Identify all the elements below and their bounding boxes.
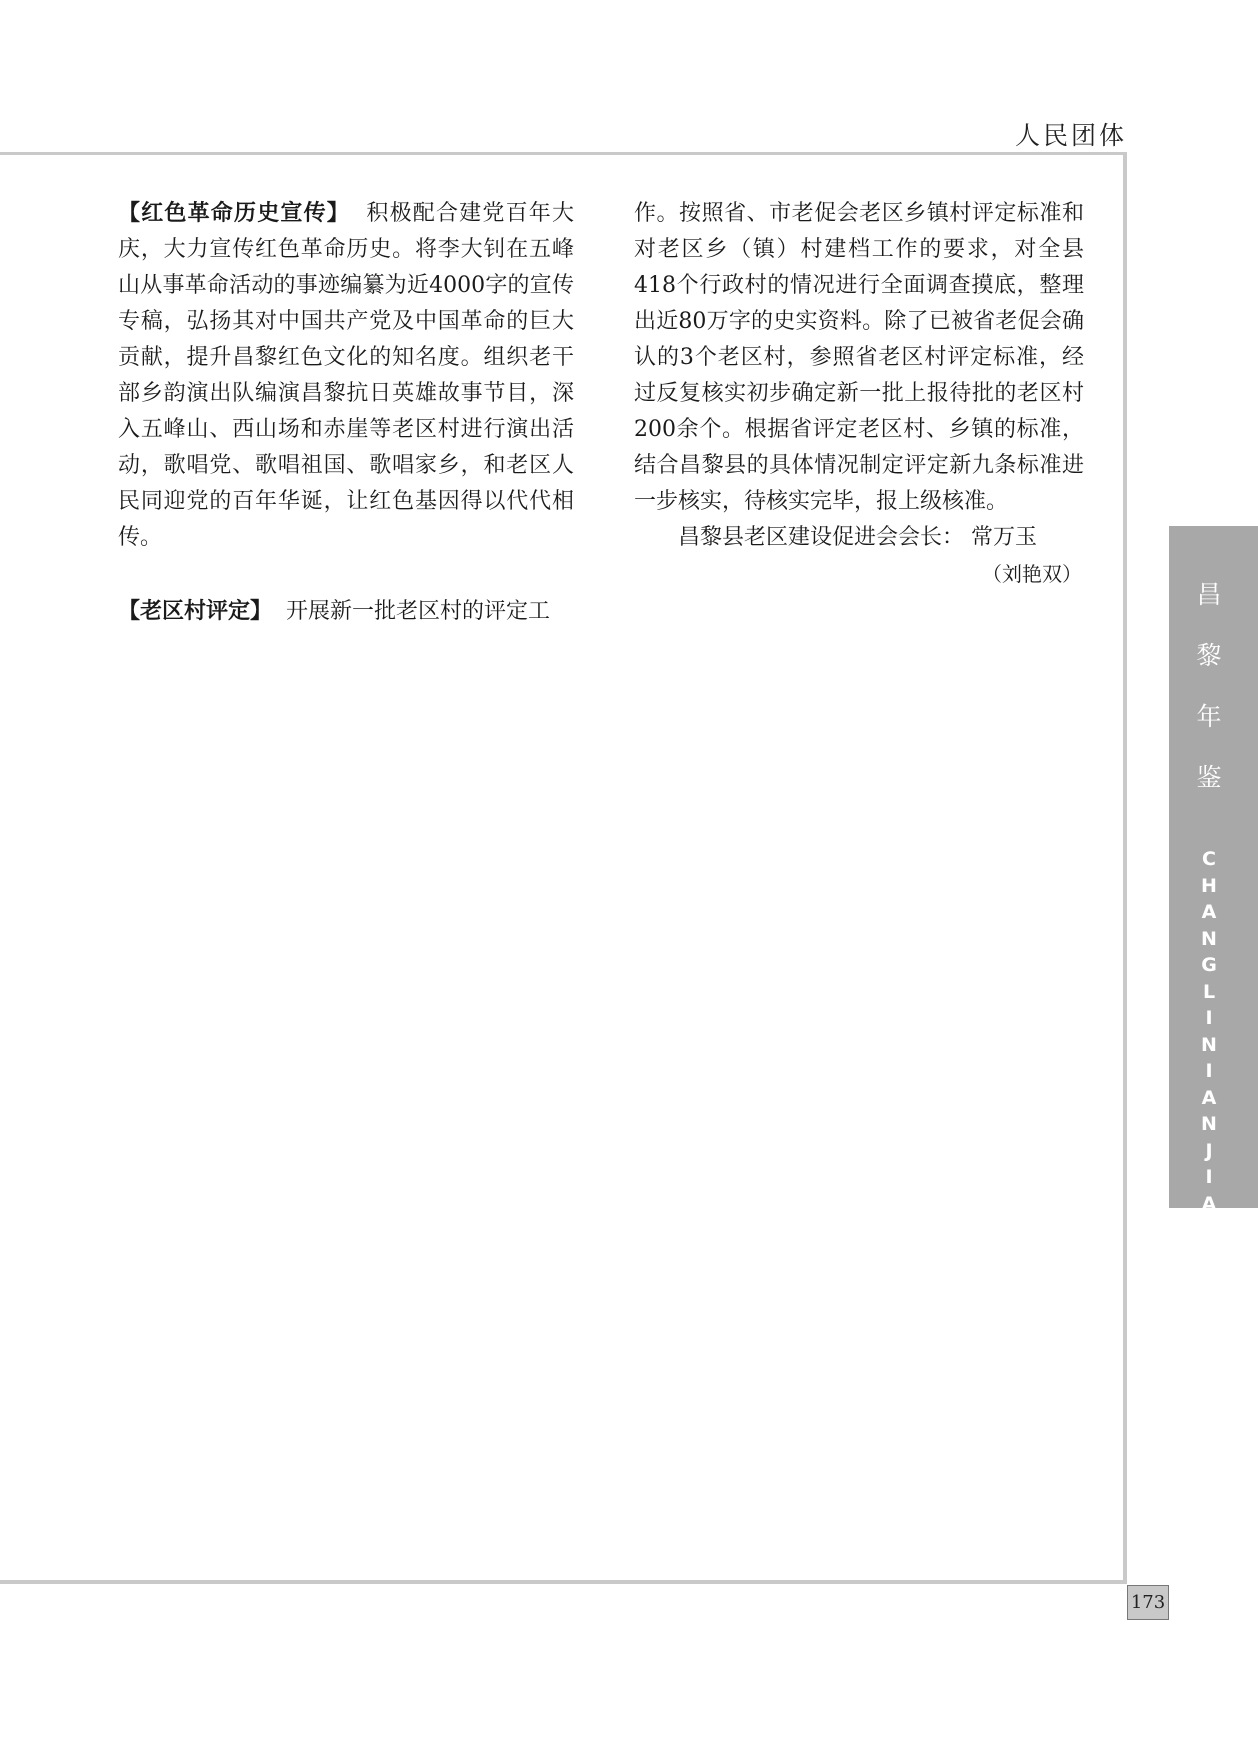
side-char: 鉴: [1196, 763, 1222, 792]
author-credit: （刘艳双）: [982, 562, 1082, 586]
side-letter: I: [1205, 1007, 1213, 1029]
heading-red-history: 【红色革命历史宣传】: [118, 201, 350, 226]
side-letter: N: [1201, 1033, 1217, 1056]
paragraph-red-history: [118, 196, 574, 556]
side-letter: G: [1201, 954, 1217, 976]
body-old-area-village-start: 开展新一批老区村的评定工: [286, 599, 551, 624]
signature-line: 昌黎县老区建设促进会会长： 常万玉: [678, 525, 1037, 550]
side-letter: I: [1205, 1166, 1213, 1188]
side-letter: C: [1202, 848, 1216, 870]
side-letter: L: [1202, 980, 1216, 1003]
side-letter: I: [1205, 1060, 1213, 1082]
side-letter: A: [1201, 1192, 1217, 1215]
side-letter: N: [1201, 1219, 1217, 1241]
side-tab-yearbook: [1169, 526, 1258, 1241]
paragraph-old-area-village: [118, 594, 574, 630]
side-letter: H: [1201, 874, 1217, 897]
side-letter: J: [1205, 1139, 1213, 1162]
paragraph-gap: [118, 556, 574, 594]
side-letter: N: [1201, 927, 1217, 950]
side-tab-latin-title: [1169, 846, 1249, 1244]
side-tab-chinese-title: [1169, 582, 1249, 826]
side-letter: A: [1201, 1086, 1217, 1109]
frame-top-line: [0, 152, 1126, 155]
side-char: 黎: [1196, 641, 1222, 670]
side-char: 昌: [1196, 580, 1222, 609]
frame-right-line: [1123, 152, 1127, 1584]
frame-bottom-line: [0, 1580, 1126, 1584]
side-char: 年: [1196, 702, 1222, 731]
left-column: [118, 196, 574, 630]
right-column: [634, 196, 1084, 592]
section-title: 人民团体: [1014, 121, 1127, 150]
body-old-area-village-continued: 作。按照省、市老促会老区乡镇村评定标准和对老区乡（镇）村建档工作的要求，对全县418个行政村的情况进行全面调查摸底，整理出近80万字的史实资料。除了已被省老促会确认的3个老区村，参照省老区村评定标准，经过反复核实初步确定新一批上报待批的老区村200余个。根据省评定老区村、乡镇的标准，结合昌黎县的具体情况制定评定新九条标准进一步核实，待核实完毕，报上级核准。: [634, 201, 1084, 514]
body-red-history: 积极配合建党百年大庆，大力宣传红色革命历史。将李大钊在五峰山从事革命活动的事迹编纂为近4000字的宣传专稿，弘扬其对中国共产党及中国革命的巨大贡献，提升昌黎红色文化的知名度。组织老干部乡韵演出队编演昌黎抗日英雄故事节目，深入五峰山、西山场和赤崖等老区村进行演出活动，歌唱党、歌唱祖国、歌唱家乡，和老区人民同迎党的百年华诞，让红色基因得以代代相传。: [118, 201, 574, 550]
page-number: 173: [1127, 1585, 1169, 1620]
side-letter: A: [1201, 901, 1217, 923]
side-letter: N: [1201, 1113, 1217, 1135]
heading-old-area-village: 【老区村评定】: [118, 599, 273, 624]
